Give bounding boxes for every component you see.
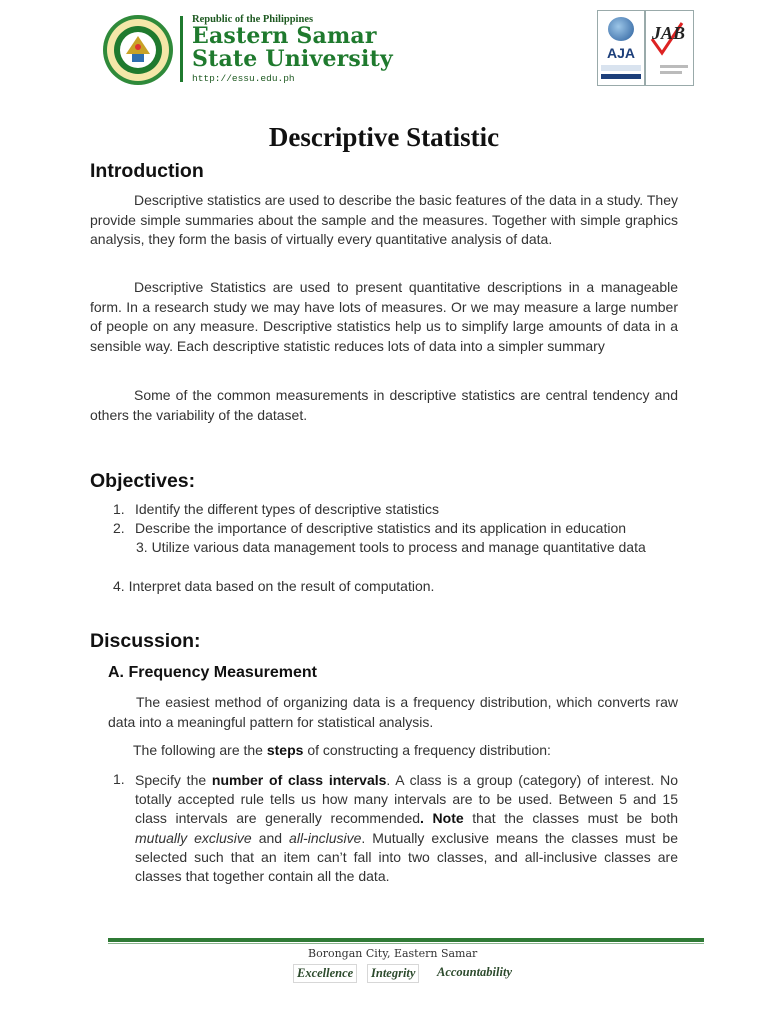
objective-item: 2. Describe the importance of descriptive statistics and its application in education <box>113 520 627 536</box>
objective-item: 3. Utilize various data management tools to process and manage quantitative data <box>136 539 646 555</box>
aja-label: AJA <box>606 45 635 61</box>
motto-excellence: Excellence <box>293 964 357 983</box>
jab-label: JAB <box>652 23 686 43</box>
introduction-heading: Introduction <box>90 160 204 182</box>
jab-caption-bar-2 <box>660 71 682 74</box>
university-name-line1: Eastern Samar <box>192 23 377 49</box>
discussion-paragraph-2: The following are the steps of constructing a frequency distribution: <box>133 742 551 758</box>
university-name-line2: State University <box>192 46 393 72</box>
discussion-heading: Discussion: <box>90 630 201 652</box>
university-seal-icon <box>102 14 174 86</box>
footer-divider-thin <box>108 943 704 944</box>
aja-certification-logo <box>597 10 645 86</box>
objective-item: 1. Identify the different types of descriptive statistics <box>113 501 440 517</box>
introduction-paragraph-3: Some of the common measurements in descriptive statistics are central tendency and others the variability of the dataset. <box>90 387 678 423</box>
motto-accountability: Accountability <box>437 965 512 979</box>
university-name-block <box>192 14 393 84</box>
globe-icon <box>608 17 634 41</box>
objectives-heading: Objectives: <box>90 470 196 492</box>
jab-certification-logo <box>645 10 694 86</box>
introduction-paragraph-2: Descriptive Statistics are used to present quantitative descriptions in a manageable form. In a research study we may have lots of measures. Or we may measure a large number of people on any measure. Descriptive statistics help us to simplify large amounts of data in a sensible way. Each descriptive statistic reduces lots of data into a simpler summary <box>90 279 678 354</box>
aja-subtitle-bar <box>601 65 641 71</box>
aja-iso-bar <box>601 74 641 79</box>
footer-city: Borongan City, Eastern Samar <box>308 947 478 960</box>
header-divider <box>180 16 183 82</box>
step-number: 1. <box>113 771 125 787</box>
step-1-paragraph: Specify the number of class intervals. A class is a group (category) of interest. No totally accepted rule tells us how many intervals are to be used. Between 5 and 15 class intervals are generally recommended. Note that the classes must be both mutually exclusive and all-inclusive. Mutually exclusive means the classes must be selected such that an item can’t fall into two classes, and all-inclusive classes are classes that together contain all the data. <box>135 772 679 885</box>
document-title: Descriptive Statistic <box>268 122 500 152</box>
objective-item: 4. Interpret data based on the result of computation. <box>113 578 435 594</box>
footer-divider <box>108 938 704 942</box>
motto-integrity: Integrity <box>367 964 419 983</box>
university-url: http://essu.edu.ph <box>192 73 295 84</box>
discussion-paragraph-1: The easiest method of organizing data is a frequency distribution, which converts raw data into a meaningful pattern for statistical analysis. <box>108 694 678 730</box>
introduction-paragraph-1: Descriptive statistics are used to describe the basic features of the data in a study. They provide simple summaries about the sample and the measures. Together with simple graphics analysis, they form the basis of virtually every quantitative analysis of data. <box>90 192 678 247</box>
frequency-measurement-subheading: A. Frequency Measurement <box>108 664 317 681</box>
jab-caption-bar <box>660 65 688 68</box>
republic-label: Republic of the Philippines <box>192 14 314 25</box>
